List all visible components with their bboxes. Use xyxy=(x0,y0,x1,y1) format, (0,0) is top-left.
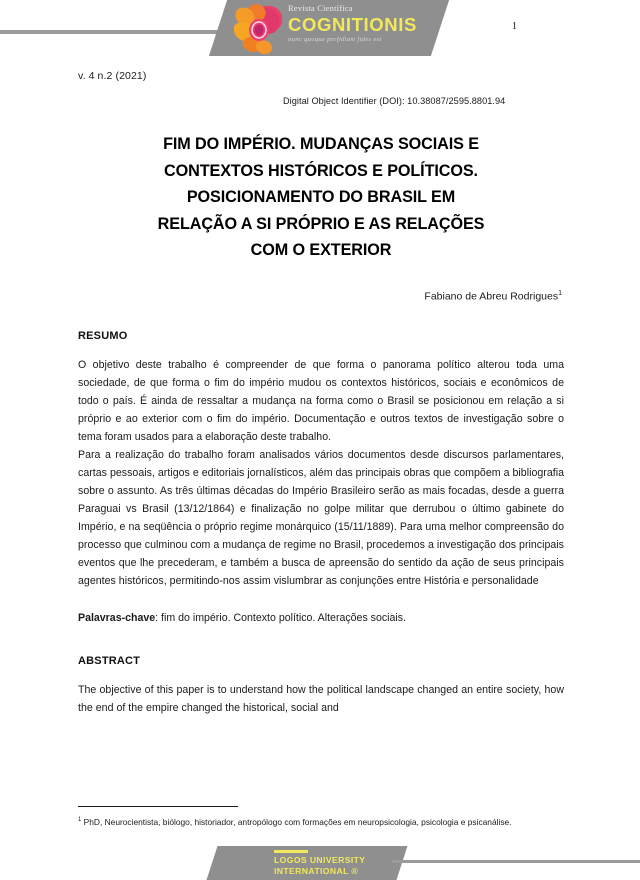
author-byline xyxy=(78,290,564,303)
page-header xyxy=(0,0,640,62)
page-body xyxy=(0,62,640,717)
footnote-text xyxy=(78,814,564,828)
abstract-heading: ABSTRACT xyxy=(78,655,141,667)
doi-line: Digital Object Identifier (DOI): 10.38087/2595.8801.94 xyxy=(283,96,506,106)
volume-issue-line: v. 4 n.2 (2021) xyxy=(78,70,147,82)
author-name: Fabiano de Abreu Rodrigues xyxy=(424,290,559,302)
resumo-heading: RESUMO xyxy=(78,330,128,342)
abstract-paragraph-1: The objective of this paper is to understand how the political landscape changed an entire society, how the end of the empire changed the historical, social and xyxy=(78,684,564,714)
page-number: 1 xyxy=(512,21,517,32)
publisher-name xyxy=(274,855,365,877)
author-footnote-marker: 1 xyxy=(558,289,562,297)
flower-sun-logo-icon xyxy=(234,2,290,54)
title-line: POSICIONAMENTO DO BRASIL EM xyxy=(186,188,456,206)
journal-kicker: Revista Científica xyxy=(288,3,353,13)
page-footer xyxy=(0,846,640,880)
keywords-line xyxy=(78,609,564,627)
footer-accent-dash xyxy=(274,850,308,853)
footnote-marker: 1 xyxy=(78,817,82,824)
footnote-separator xyxy=(78,806,238,807)
resumo-paragraph-1: O objetivo deste trabalho é compreender de que forma o panorama político alterou toda uma sociedade, de que forma o fim do império mudou os contextos históricos, sociais e econômicos de todo o país. É ainda de ressaltar a mudança na forma como o Brasil se posicionou em relação a si próprio e ao exterior com o fim do império. Documentação e outros textos de investigação sobre o tema foram usados para a elaboração deste trabalho. xyxy=(78,359,564,443)
content-column xyxy=(78,70,564,717)
title-line: RELAÇÃO A SI PRÓPRIO E AS RELAÇÕES xyxy=(157,214,485,233)
title-line: CONTEXTOS HISTÓRICOS E POLÍTICOS. xyxy=(164,161,478,180)
journal-masthead-banner xyxy=(209,0,449,56)
publisher-banner xyxy=(206,846,407,880)
title-line: COM O EXTERIOR xyxy=(250,241,392,259)
journal-tagline: nunc quoque perfidiam fides est xyxy=(288,36,382,43)
publisher-line-2: INTERNATIONAL ® xyxy=(274,866,359,876)
footnote-block xyxy=(78,806,564,829)
header-left-rule xyxy=(0,30,245,34)
footnote-body: PhD, Neurocientista, biólogo, historiador, antropólogo com formações em neuropsicologia, psicologia e psicanálise. xyxy=(81,817,512,828)
resumo-paragraph-2: Para a realização do trabalho foram analisados vários documentos desde discursos parlamentares, cartas pessoais, artigos e editoriais jornalísticos, além das principais obras que compõem a bibliografia sobre o assunto. As três últimas décadas do Império Brasileiro serão as mais focadas, desde a guerra Paraguai vs Brasil (13/12/1864) e finalização no golpe militar que derrubou o último gabinete do Império, e na seqüência o próprio regime monárquico (15/11/1889). Para uma melhor compreensão do processo que culminou com a mudança de regime no Brasil, procedemos a investigação dos principais eventos que lhe precederam, e também a busca de apreensão do sentido da ação de seus principais agentes históricos, permitindo-nos assim vislumbrar as conjunções entre História e personalidade xyxy=(78,449,564,587)
keywords-label: Palavras-chave xyxy=(78,612,156,624)
masthead-text-block xyxy=(288,3,438,45)
footer-right-rule xyxy=(392,860,640,863)
publisher-line-1: LOGOS UNIVERSITY xyxy=(274,855,366,865)
keywords-value: : fim do império. Contexto político. Alterações sociais. xyxy=(155,612,407,624)
page-title xyxy=(78,131,564,264)
journal-name: COGNITIONIS xyxy=(288,14,417,35)
title-line: FIM DO IMPÉRIO. MUDANÇAS SOCIAIS E xyxy=(163,135,479,153)
